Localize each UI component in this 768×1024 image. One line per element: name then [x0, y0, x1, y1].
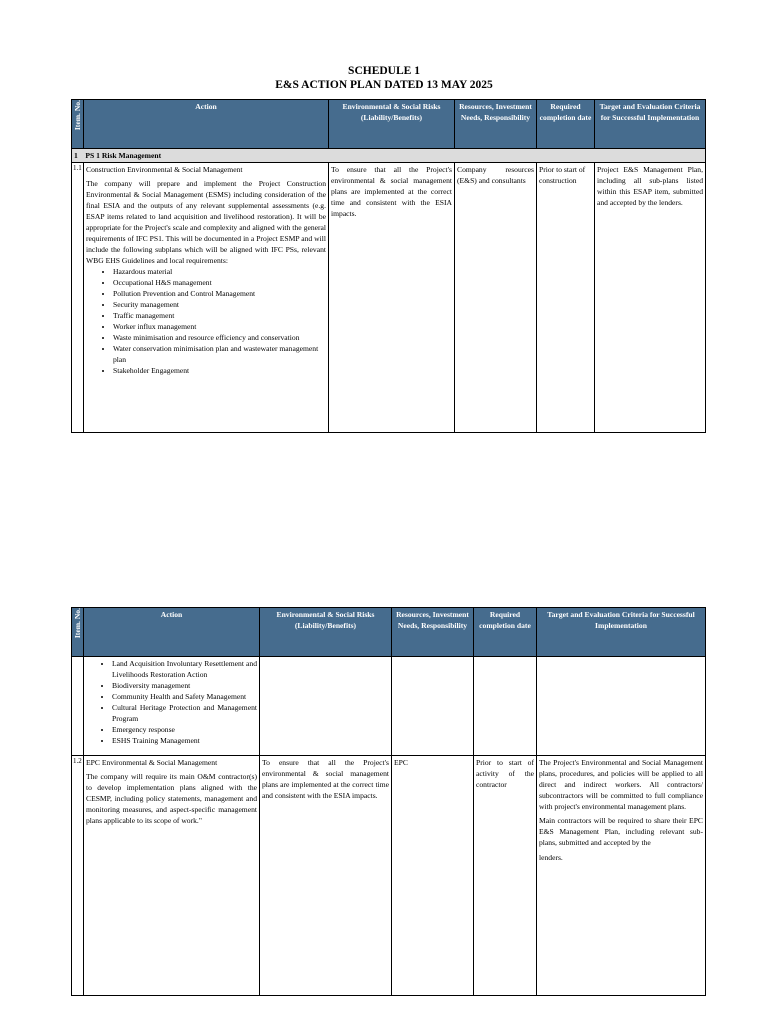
schedule-title: SCHEDULE 1: [348, 65, 420, 77]
table-row: [72, 756, 706, 996]
header-action: Action: [84, 100, 329, 149]
list-item: • Occupational H&S management: [113, 277, 326, 288]
target-cell: [537, 657, 706, 756]
action-title: EPC Environmental & Social Management: [86, 758, 218, 767]
list-item: • Land Acquisition Involuntary Resettlement and Livelihoods Restoration Action: [112, 658, 257, 680]
item-number: 1.2: [72, 756, 84, 996]
target-cell: Project E&S Management Plan, including all sub-plans listed within this ESAP item, submitted and accepted by the lenders.: [595, 163, 706, 433]
header-completion: Required completion date: [537, 100, 595, 149]
header-completion: Required completion date: [474, 608, 537, 657]
table-row: [72, 657, 706, 756]
header-action: Action: [84, 608, 260, 657]
risks-cell: To ensure that all the Project's environmental & social management plans are implemented at the correct time and consistent with the ESIA impacts.: [329, 163, 455, 433]
list-item: • Waste minimisation and resource efficiency and conservation: [113, 332, 326, 343]
target-cell: [537, 756, 706, 996]
action-cell: [84, 163, 329, 433]
list-item: • ESHS Training Management: [112, 735, 257, 746]
list-item: • Stakeholder Engagement: [113, 365, 326, 376]
list-item: • Biodiversity management: [112, 680, 257, 691]
action-text: The company will require its main O&M contractor(s) to develop implementation plans aligned with the CESMP, including policy statements, management and monitoring measures, and aspect-specific management plans applicable to its scope of work.": [86, 772, 257, 825]
item-number: 1.1: [72, 163, 84, 433]
section-heading: [72, 149, 706, 163]
header-target: Target and Evaluation Criteria for Successful Implementation: [595, 100, 706, 149]
list-item: • Worker influx management: [113, 321, 326, 332]
risks-cell: To ensure that all the Project's environmental & social management plans are implemented at the correct time and consistent with the ESIA impacts.: [260, 756, 392, 996]
action-plan-table-1: [71, 99, 706, 433]
list-item: • Traffic management: [113, 310, 326, 321]
header-risks: Environmental & Social Risks (Liability/Benefits): [260, 608, 392, 657]
list-item: • Emergency response: [112, 724, 257, 735]
completion-cell: Prior to start of activity of the contractor: [474, 756, 537, 996]
item-number: [72, 657, 84, 756]
action-title: Construction Environmental & Social Management: [86, 165, 243, 174]
completion-cell: [474, 657, 537, 756]
resources-cell: EPC: [392, 756, 474, 996]
target-text: Main contractors will be required to share their EPC E&S Management Plan, including relevant sub- plans, submitted and accepted by the: [539, 816, 703, 847]
header-resources: Resources, Investment Needs, Responsibility: [455, 100, 537, 149]
list-item: • Hazardous material: [113, 266, 326, 277]
header-target: Target and Evaluation Criteria for Successful Implementation: [537, 608, 706, 657]
completion-cell: Prior to start of construction: [537, 163, 595, 433]
section-row: [72, 149, 706, 163]
target-text: The Project's Environmental and Social Management plans, procedures, and policies will be applied to all direct and indirect workers. All contractors/ subcontractors will be committed to full compliance with project's environmental management plans.: [539, 758, 703, 811]
header-item-no: Item. No.: [72, 608, 84, 657]
section-number: 1: [74, 151, 78, 160]
subplan-list: [86, 658, 257, 746]
header-resources: Resources, Investment Needs, Responsibility: [392, 608, 474, 657]
list-item: • Water conservation minimisation plan and wastewater management plan: [113, 343, 326, 365]
list-item: • Community Health and Safety Management: [112, 691, 257, 702]
action-cell: [84, 756, 260, 996]
section-label: PS 1 Risk Management: [85, 151, 162, 160]
subplan-list: [86, 266, 326, 376]
target-text: lenders.: [539, 853, 563, 862]
header-risks: Environmental & Social Risks (Liability/Benefits): [329, 100, 455, 149]
schedule-subtitle: E&S ACTION PLAN DATED 13 MAY 2025: [275, 79, 493, 91]
action-text: The company will prepare and implement the Project Construction Environmental & Social Management (ESMS) including consideration of the final ESIA and the outputs of any relevant supplemental assessments (e.g. ESAP items related to land acquisition and livelihood restoration). It will be appropriate for the Project's scale and complexity and aligned with the general requirements of IFC PS1. This will be documented in a Project ESMP and will include the following subplans which will be aligned with IFC PSs, relevant WBG EHS Guidelines and local requirements:: [86, 179, 326, 265]
table-row: [72, 163, 706, 433]
table-header-row: [72, 608, 706, 657]
resources-cell: Company resources (E&S) and consultants: [455, 163, 537, 433]
header-item-no: Item. No.: [72, 100, 84, 149]
risks-cell: [260, 657, 392, 756]
list-item: • Cultural Heritage Protection and Management Program: [112, 702, 257, 724]
action-plan-table-2: [71, 607, 706, 996]
table-header-row: [72, 100, 706, 149]
resources-cell: [392, 657, 474, 756]
list-item: • Pollution Prevention and Control Management: [113, 288, 326, 299]
list-item: • Security management: [113, 299, 326, 310]
action-cell: [84, 657, 260, 756]
